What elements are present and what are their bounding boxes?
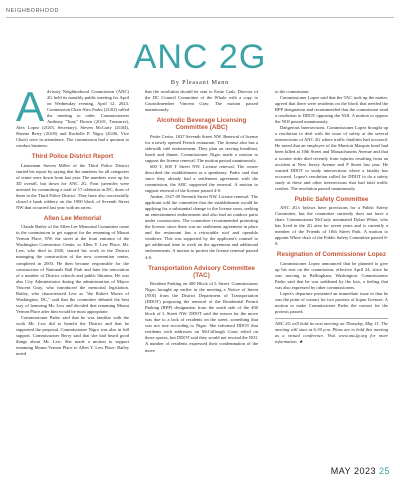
article-byline: By Pleasant Mann	[170, 79, 230, 86]
heading-abc-committee: Alcoholic Beverage Licensing Committee (ABC)	[156, 117, 247, 132]
paragraph: Commissioner Padro said that he was familiar with the work Mr. Lew did to benefit the District and that he supported the proposal. Commissioner Nigro was also in full support. Commissioner Berry said that she had heard good things about Mr. Lew. She made a motion to support renaming Mount Vernon Place to Allen Y. Lew Place. Bailey noted	[16, 314, 129, 357]
paragraph: Dangerous Intersections. Commissioner Lopez brought up a resolution to deal with the issue of safety at the several intersections of ANC 2G where traffic fatalities had occurred. He noted that an employee of the Marriott Marquis hotel had been killed at 10th Street and Massachusetts Avenue and that a scooter rider died recently from injuries resulting from an accident at New Jersey Avenue and P Street last year. He wanted DDOT to study intersections where a fatality has occurred. Lopez's resolution called for DDOT to do a safety study at these and other intersections that had fatal traffic crashes. The resolution passed unanimously.	[275, 125, 388, 191]
meeting-note-text: ANC 2G will hold its next meeting on Thursday, May 11. The meeting will start at 6:30 p.m. Plans are to hold this meeting as a virtual conference. Visit www.anc2g.org for more information. ★	[275, 320, 388, 345]
paragraph: Claude Bailey of the Allen Lee Memorial Committee came to the commission to get support for the renaming of Mount Vernon Place, NW, the street at the front entrance of the Washington Convention Center, to Allen Y. Lew Place. Mr. Lew, who died in 2020, started his work in the District managing the construction of the new convention center, completed in 2003. He then became responsible for the construction of Nationals Ball Park and later the renovation of a number of District schools and public libraries. He was also City Administrator during the administration of Mayor Vincent Gray, who introduced the memorial legislation. Bailey, who characterized Lew as "the Robert Moses of Washington, DC," said that the committee debated the best way of honoring Mr. Lew and decided that renaming Mount Vernon Place after him would be most appropriate.	[16, 224, 129, 314]
issue-date: MAY 2023	[330, 466, 376, 476]
section-header	[0, 0, 400, 22]
paragraph: Commissioner Lopez announced that he planned to give up his seat on the commission, effective April 24, since he was moving to Bellingham, Washington. Commissioner Padro said that he was saddened by the loss, a feeling that was also expressed by other commissioners.	[275, 260, 388, 290]
heading-transportation-committee: Transportation Advisory Committee (TAC)	[148, 264, 255, 279]
paragraph: Commissioner Lopez said that the TAC took up the matter, agreed that there were residents on the block that needed the RPP designation and recommended that the commission send a resolution to DDOT opposing the NOI. A motion to oppose the NOI passed unanimously.	[275, 95, 388, 125]
paragraph: ANC 2G's bylaws have provisions for a Public Safety Committee, but the committee currently does not have a chair. Commissioner McCarty nominated Dylan White, who has lived in the 2G area for seven years and is currently a member of the Friends of 10th Street Park. A motion to appoint White chair of the Public Safety Committee passed 6-0.	[275, 205, 388, 247]
paragraph: Ambar, 1547-49 Seventh Street NW. License renewal. The applicant told the committee that the establishment would be applying for a substantial change to the license soon, seeking an entertainment endorsement and also had an outdoor patio under construction. The committee recommended protesting the license, since there was no settlement agreement in place and the restaurant has a retractable roof and operable windows. This was supported by the applicant's counsel to get additional time to work on the agreement and additional endorsements. A motion to protest the license renewal passed 4-0.	[145, 194, 258, 260]
page-number: 25	[378, 466, 390, 476]
paragraph: 600 T, 600 T Street NW. License renewal. The owner described the establishment as a speakeasy. Padro said that since they already had a settlement agreement with the commission, the ABC supported the renewal. A motion to support renewal of the license passed 4-0.	[145, 163, 258, 194]
paragraph: Lieutenant Steven Miller of the Third Police District started his report by saying that the numbers for all categories of crime were down from last year. The numbers were up for 3D overall, but down for ANC 2G. Four juveniles were arrested for committing a total of 17 robberies in DC, three of them in the Third Police District. They have also successfully closed a bank robbery on the 1900 block of Seventh Street NW that occurred last year with an arrest.	[16, 162, 129, 210]
paragraph: Lopez's departure presented an immediate issue in that he was the point of contact for two protests of liquor licenses. A motion to make Commissioner Padro the contact for the protests passed.	[275, 290, 388, 314]
heading-public-safety: Public Safety Committee	[294, 195, 369, 203]
paragraph: that the resolution should be sent to Ernie Cash, Director of the DC Council Committee of the Whole with a copy to Councilmember Vincent Gray. The motion passed unanimously.	[145, 89, 258, 113]
column-1	[16, 83, 129, 357]
drop-cap: A	[16, 83, 45, 130]
header-rule	[6, 17, 394, 18]
column-2	[145, 89, 258, 354]
section-tag: NEIGHBORHOOD	[6, 8, 60, 14]
article-title: ANC 2G	[133, 38, 267, 76]
meeting-note	[275, 318, 388, 345]
paragraph: Resident Parking on 400 Block of L Street. Commissioner Nigro brought up earlier in the meeting a Notice of Intent (NOI) from the District Department of Transportation (DDOT) proposing the removal of the Residential Permit Parking (RPP) designation from the north side of the 400 block of L Street NW. DDOT said the reason for the move was due to a lack of residents on the street, something that was not true according to Nigro. She informed DDOT that residents with addresses on McCullough Court relied on those spaces, but DDOT said they would not rescind the NOI. A number of residents expressed their condemnation of the move	[145, 280, 258, 353]
heading-resignation: Resignation of Commissioner Lopez	[276, 251, 387, 259]
paragraph: Petite Cerise, 1027 Seventh Street NW. Renewal of license for a newly opened French restaurant. The license also has a sidewalk café endorsement. They plan on serving breakfast, lunch and dinner. Commissioner Nigro made a motion to support the license renewal. The motion passed unanimously.	[145, 133, 258, 163]
column-3	[275, 89, 388, 345]
intro-paragraph	[16, 83, 129, 149]
page-footer	[331, 466, 390, 476]
heading-police-report: Third Police District Report	[31, 153, 114, 161]
heading-allen-lee-memorial: Allen Lee Memorial	[43, 215, 102, 223]
paragraph: to the commission.	[275, 89, 310, 94]
intro-text: dvisory Neighborhood Commission (ANC) 2G held its monthly public meeting for April on Wednesday evening, April 12, 2023. Commission Chair Alex Padro (2G02) called the meeting to order. Commissioners Anthony "Tony" Brown (2G01, Treasurer), Alex Lopez (2G03, Secretary), Steven McCarty (2G04), Sheena Berry (2G05) and Rachelle P. Nigro (2G06, Vice Chair) were in attendance. The commission had a quorum to conduct business.	[16, 89, 129, 149]
